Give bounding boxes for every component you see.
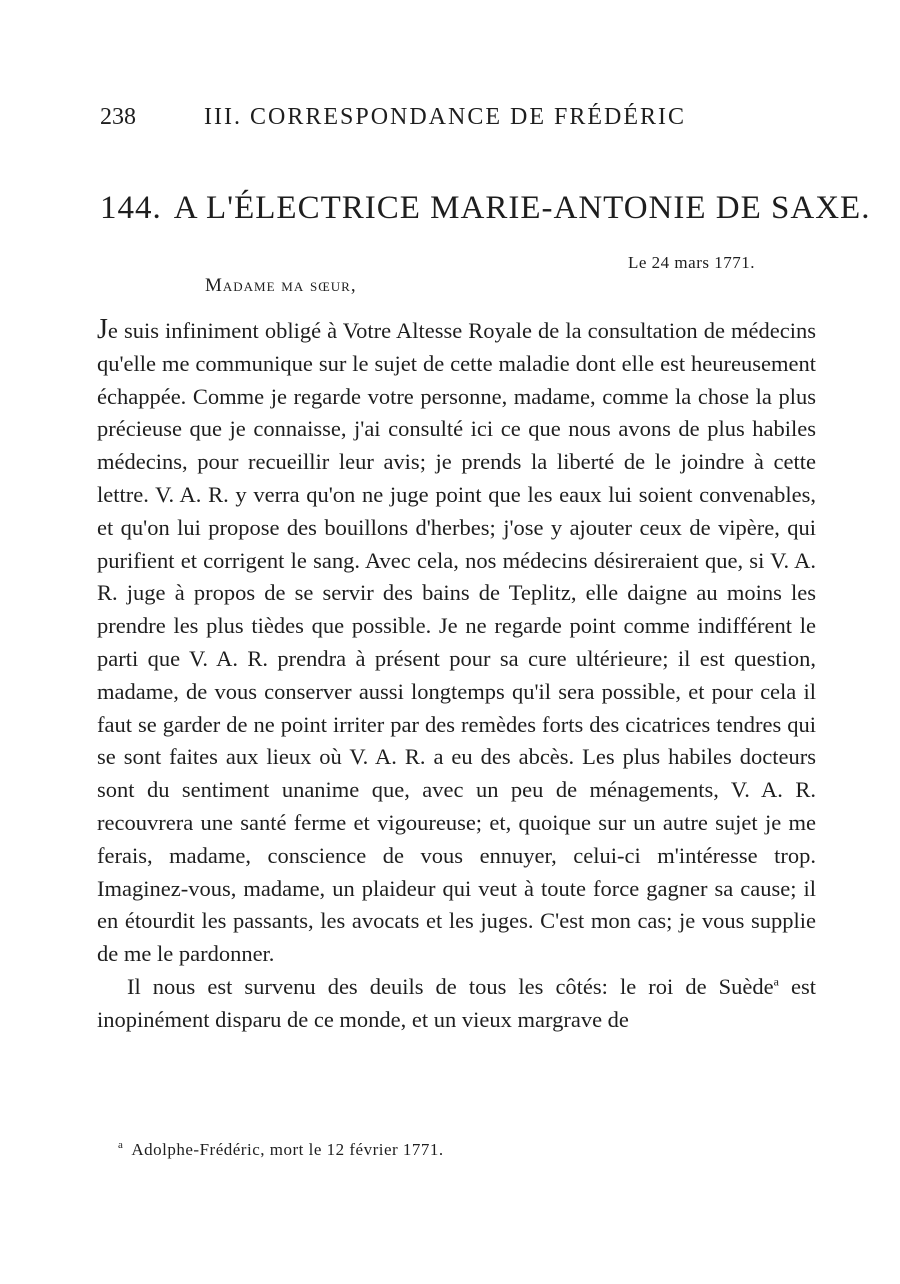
running-title: III. CORRESPONDANCE DE FRÉDÉRIC <box>204 104 687 130</box>
paragraph <box>97 971 816 1037</box>
letter-body <box>97 314 816 1037</box>
letter-title: A L'ÉLECTRICE MARIE-ANTONIE DE SAXE. <box>173 190 871 226</box>
footnote-reference: a <box>773 974 779 989</box>
page-number: 238 <box>100 104 136 130</box>
paragraph: Je suis infiniment obligé à Votre Altesse Royale de la consultation de médecins qu'elle me communique sur le sujet de cette maladie dont elle est heureusement échappée. Comme je regarde votre personne, madame, comme la chose la plus précieuse que je connaisse, j'ai consulté ici ce que nous avons de plus habiles médecins, pour recueillir leur avis; je prends la liberté de le joindre à cette lettre. V. A. R. y verra qu'on ne juge point que les eaux lui soient convenables, et qu'on lui propose des bouillons d'herbes; j'ose y ajouter ceux de vipère, qui purifient et corrigent le sang. Avec cela, nos médecins désireraient que, si V. A. R. juge à propos de se servir des bains de Teplitz, elle daigne au moins les prendre les plus tièdes que possible. Je ne regarde point comme indifférent le parti que V. A. R. prendra à présent pour sa cure ultérieure; il est question, madame, de vous conserver aussi longtemps qu'il sera possible, et pour cela il faut se garder de ne point irriter par des remèdes forts des cicatrices tendres qui se sont faites aux lieux où V. A. R. a eu des abcès. Les plus habiles docteurs sont du sentiment unanime que, avec un peu de ménagements, V. A. R. recouvrera une santé ferme et vigoureuse; et, quoique sur un autre sujet je me ferais, madame, conscience de vous ennuyer, celui-ci m'intéresse trop. Imaginez-vous, madame, un plaideur qui veut à toute force gagner sa cause; il en étourdit les passants, les avocats et les juges. C'est mon cas; je vous supplie de me le pardonner. <box>97 314 816 967</box>
footnote-text: Adolphe-Frédéric, mort le 12 février 1771. <box>131 1140 444 1159</box>
paragraph-text: est inopinément disparu de ce monde, et un vieux margrave de <box>97 973 816 1032</box>
running-head <box>100 104 740 134</box>
footnote-mark: a <box>118 1139 124 1152</box>
letter-number: 144. <box>100 190 162 226</box>
salutation: Madame ma sœur, <box>205 275 357 296</box>
footnote <box>118 1140 444 1160</box>
paragraph-text: Il nous est survenu des deuils de tous les côtés: le roi de Suède <box>127 973 774 999</box>
letter-heading <box>100 190 871 227</box>
dateline: Le 24 mars 1771. <box>628 253 755 272</box>
